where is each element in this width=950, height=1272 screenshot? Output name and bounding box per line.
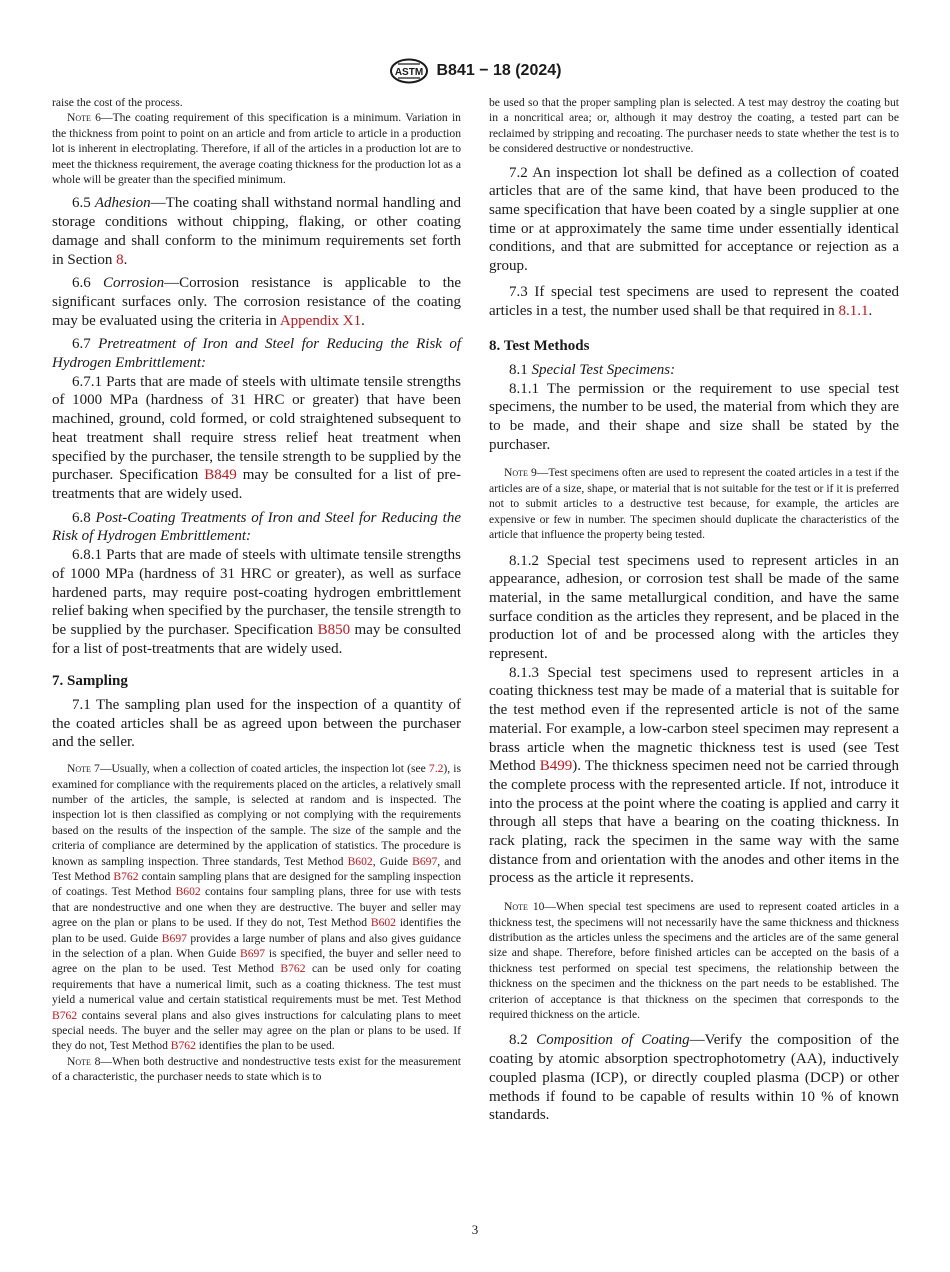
- section-8-1-1: 8.1.1 The permission or the requirement to use special test specimens, the number to be used, the material from which they are to be made, and their shape and size shall be stated by the purchaser.: [489, 380, 899, 453]
- link-b602[interactable]: B602: [175, 885, 201, 899]
- link-b762[interactable]: B762: [170, 1039, 196, 1053]
- section-6-5-title: Adhesion: [94, 195, 151, 212]
- note-7-label: Note 7: [67, 762, 100, 776]
- link-8-1-1[interactable]: 8.1.1: [838, 302, 869, 319]
- link-b602[interactable]: B602: [347, 854, 373, 868]
- note-6-label: Note 6: [67, 111, 101, 125]
- section-8-2-title: Composition of Coating: [536, 1032, 690, 1049]
- link-b762[interactable]: B762: [113, 869, 139, 883]
- section-6-7: 6.7 Pretreatment of Iron and Steel for Reducing the Risk of Hydrogen Embrittlement:: [52, 336, 461, 372]
- section-6-5: 6.5 Adhesion—The coating shall withstand normal handling and storage conditions without chipping, flaking, or other coating damage and shall conform to the minimum requirements set forth in Section 8.: [52, 195, 461, 268]
- link-b849[interactable]: B849: [204, 467, 237, 484]
- note-8-label: Note 8: [67, 1054, 101, 1068]
- link-b697[interactable]: B697: [161, 931, 187, 945]
- section-6-6-title: Corrosion: [102, 275, 165, 292]
- section-6-6: 6.6 Corrosion—Corrosion resistance is applicable to the significant surfaces only. The corrosion resistance of the coating may be evaluated using the criteria in Appendix X1.: [52, 275, 461, 329]
- link-b762[interactable]: B762: [280, 962, 306, 976]
- link-section-8[interactable]: 8: [116, 251, 124, 268]
- section-6-8-title: Post-Coating Treatments of Iron and Steel for Reducing the Risk of Hydrogen Embrittlement:: [52, 509, 462, 545]
- section-8-1-title: Special Test Specimens:: [531, 361, 676, 378]
- note-7: Note 7—Usually, when a collection of coated articles, the inspection lot (see 7.2), is examined for compliance with the requirements placed on the articles, a relatively small number of the articles, the sample, is selected at random and is inspected. The inspection lot is then classified as complying or not complying with the requirements based on the results of the inspection of the sample. The size of the sample and the criteria of compliance are determined by the application of statistics. The procedure is known as sampling inspection. Three standards, Test Method B602, Guide B697, and Test Method B762 contain sampling plans that are designed for the sampling inspection of coatings. Test Method B602 contains four sampling plans, three for use with tests that are nondestructive and one when they are destructive. The buyer and seller may agree on the plan or plans to be used. If they do not, Test Method B602 identifies the plan to be used. Guide B697 provides a large number of plans and also gives guidance in the selection of a plan. When Guide B697 is specified, the buyer and seller need to agree on the plan to be used. Test Method B762 can be used only for coating requirements that have a numerical limit, such as a coating thickness. The test must yield a numerical value and certain statistical requirements must be met. Test Method B762 contains several plans and also gives instructions for calculating plans to meet special needs. The buyer and the seller may agree on the plan or plans to be used. If they do not, Test Method B762 identifies the plan to be used.: [52, 762, 462, 1053]
- section-6-8: 6.8 Post-Coating Treatments of Iron and Steel for Reducing the Risk of Hydrogen Embrittlement:: [52, 509, 462, 545]
- note-8: Note 8—When both destructive and nondestructive tests exist for the measurement of a characteristic, the purchaser needs to state which is to: [52, 1054, 461, 1084]
- section-7-2: 7.2 An inspection lot shall be defined as a collection of coated articles that are of the same kind, that have been produced to the same specification that have been coated by a single supplier at one time or at approximately the same time under essentially identical conditions, and that are submitted for acceptance or rejection as a group.: [489, 164, 899, 275]
- section-7-1: 7.1 The sampling plan used for the inspection of a quantity of the coated articles shall be as agreed upon between the purchaser and the seller.: [52, 697, 461, 751]
- heading-8-test-methods: 8. Test Methods: [489, 338, 590, 355]
- document-designation: B841 − 18 (2024): [436, 62, 562, 79]
- note-10: Note 10—When special test specimens are used to represent coated articles in a thickness test, the specimens will not necessarily have the same thickness and thickness distribution as the articles unless the specimens and the articles are of the same general size and shape. Therefore, before finished articles can be accepted on the basis of a thickness test performed on special test specimens, the relationship between the thickness on the specimen and the thickness on the part needs to be established. The criterion of acceptance is that thickness on the specimen that corresponds to the required thickness on the article.: [489, 900, 899, 1021]
- note-6-text: —The coating requirement of this specification is a minimum. Variation in the thickness from point to point on an article and from article to article in a production lot is inherent in electroplating. Therefore, if all of the articles in a production lot are to meet the thickness requirement, the average coating thickness for the production lot as a whole will be greater than the specified minimum.: [52, 111, 461, 187]
- section-8-2: 8.2 Composition of Coating—Verify the composition of the coating by atomic absorption spectrophotometry (AA), inductively coupled plasma (ICP), or directly coupled plasma (DCP) or other methods if found to be capable of results within 10 % of known standards.: [489, 1032, 900, 1124]
- link-b850[interactable]: B850: [317, 621, 351, 638]
- astm-logo-icon: [389, 58, 429, 84]
- section-6-7-title: Pretreatment of Iron and Steel for Reducing the Risk of Hydrogen Embrittlement:: [52, 336, 461, 372]
- note-10-label: Note 10: [504, 900, 545, 914]
- link-b762[interactable]: B762: [52, 1008, 78, 1022]
- link-b499[interactable]: B499: [539, 758, 573, 775]
- section-8-1-3: 8.1.3 Special test specimens used to represent articles in a coating thickness test may be made of a material that is suitable for the test method even if the represented article is not of the same material. For example, a low-carbon steel specimen may represent a brass article when the magnetic thickness test is used (see Test Method B499). The thickness specimen need not be carried through the complete process with the represented article. If not, introduce it into the process at the point where the coating is applied and carry it through all steps that have a bearing on the coating thickness. In rack plating, rack the specimen in the same way with the same distance from and orientation with the anodes and other items in the process as the article it represents.: [489, 664, 899, 887]
- section-6-8-1: 6.8.1 Parts that are made of steels with ultimate tensile strengths of 1000 MPa (hardness of 31 HRC or greater), as well as surface hardened parts, may require post-coating hydrogen embrittlement relief baking when specified by the purchaser, the tensile strength to be supplied by the purchaser. Specification B850 may be consulted for a list of post-treatments that are widely used.: [52, 547, 461, 657]
- note-9: Note 9—Test specimens often are used to represent the coated articles in a test if the articles are of a size, shape, or material that is not suitable for the test or if it is preferred not to submit articles to a destructive test because, for example, the articles are expensive or few in number. The specimen should duplicate the characteristics of the article that influence the property being tested.: [489, 466, 899, 542]
- link-b602[interactable]: B602: [370, 916, 396, 930]
- section-6-7-1: 6.7.1 Parts that are made of steels with ultimate tensile strengths of 1000 MPa (hardness of 31 HRC or greater) that have been machined, ground, cold formed, or cold straightened subsequent to heat treatment shall require stress relief heat treatment when specified by the purchaser, the tensile strength to be supplied by the purchaser. Specification B849 may be consulted for a list of pre-treatments that are widely used.: [52, 373, 461, 502]
- page-header: [0, 58, 950, 84]
- left-column: [52, 95, 461, 1085]
- section-8-1-2: 8.1.2 Special test specimens used to represent articles in an appearance, adhesion, or corrosion test shall be made of the same material, in the same metallurgical condition, and have the same surface condition as the articles they represent, and be placed in the production lot of and be processed along with the articles they represent.: [489, 552, 899, 663]
- section-7-3: 7.3 If special test specimens are used to represent the coated articles in a test, the number used shall be that required in 8.1.1.: [489, 283, 899, 319]
- note-6: [52, 110, 461, 187]
- heading-7-sampling: 7. Sampling: [52, 673, 128, 690]
- link-appendix-x1[interactable]: Appendix X1: [279, 312, 362, 329]
- note-8-continued: be used so that the proper sampling plan is selected. A test may destroy the coating but in a noncritical area; or, although it may destroy the coating, a tested part can be reclaimed by stripping and recoating. The purchaser needs to state whether the test is to be considered destructive or nondestructive.: [489, 96, 899, 156]
- section-8-1: 8.1 Special Test Specimens:: [509, 361, 676, 378]
- continued-paragraph: raise the cost of the process.: [52, 96, 183, 109]
- link-b697[interactable]: B697: [412, 854, 438, 868]
- note-9-label: Note 9: [504, 466, 537, 480]
- right-column: [489, 95, 899, 1125]
- astm-logo-text: ASTM: [394, 67, 423, 78]
- link-b697[interactable]: B697: [239, 947, 266, 960]
- page-number: 3: [471, 1222, 479, 1237]
- link-7-2[interactable]: 7.2: [428, 762, 444, 776]
